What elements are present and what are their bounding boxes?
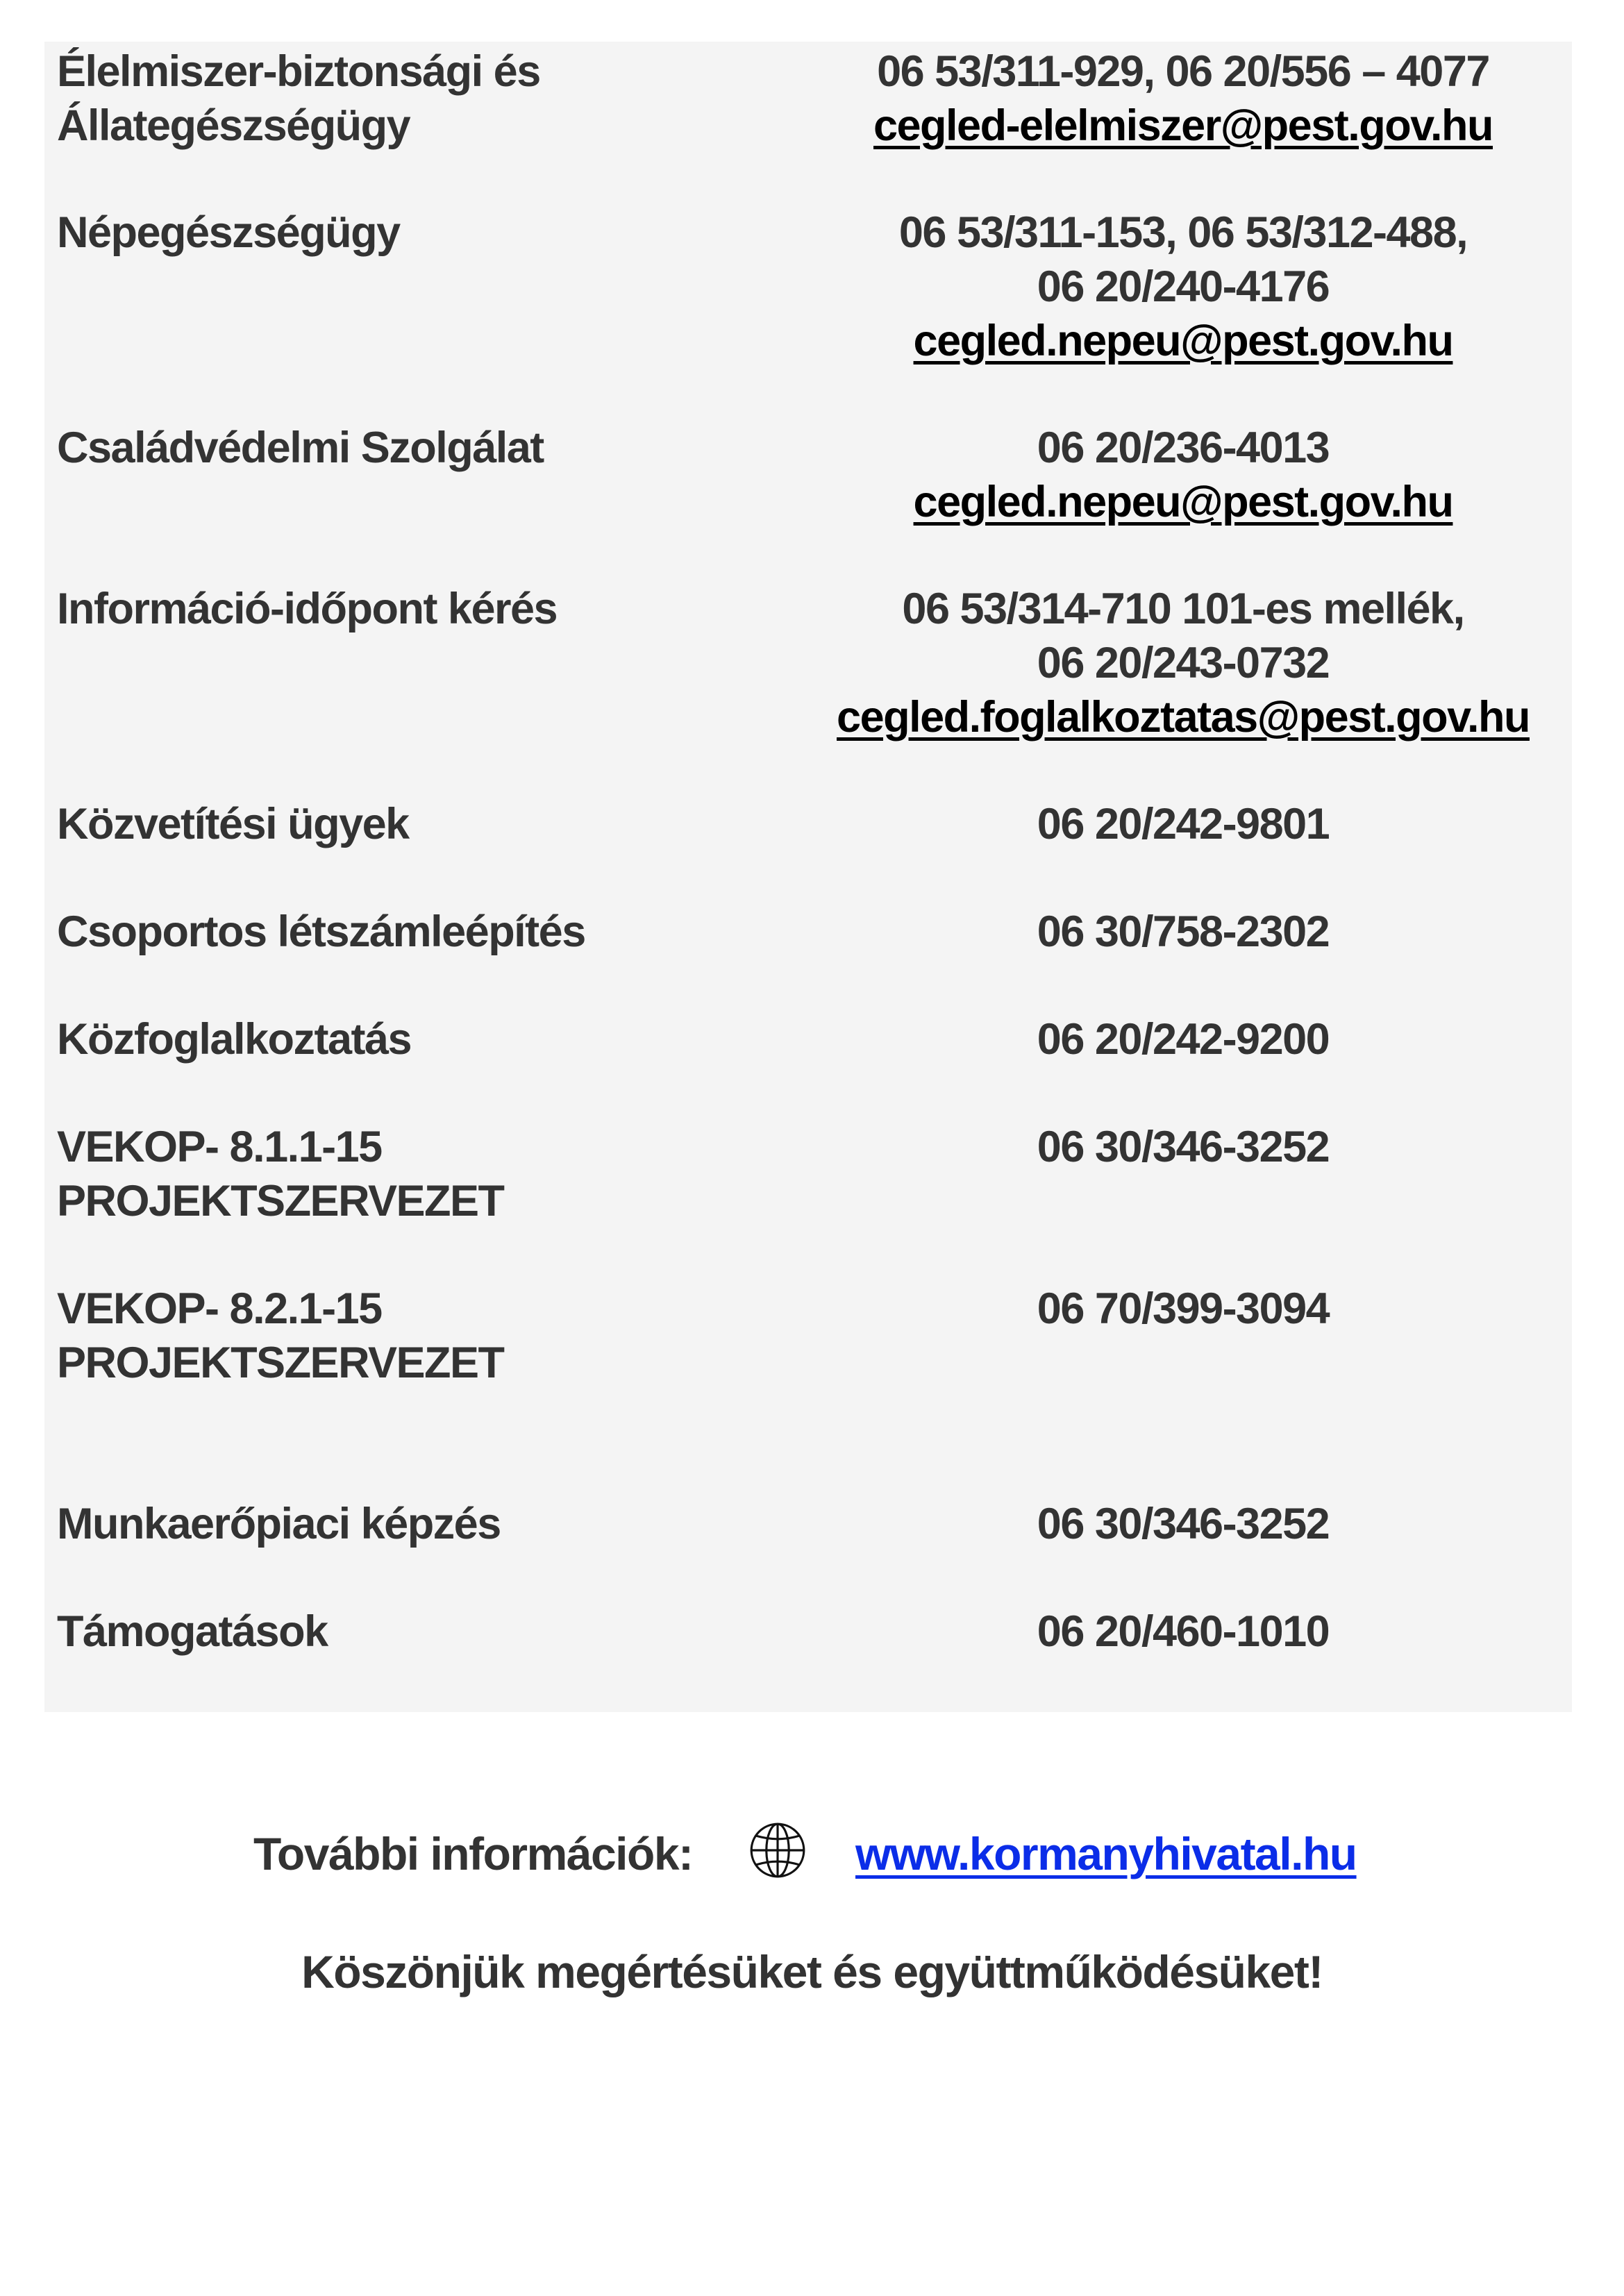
phone-number: 06 53/314-710 101-es mellék, <box>902 585 1464 633</box>
department-label-line: Élelmiszer-biztonsági és <box>57 47 540 96</box>
contact-info <box>801 206 1565 368</box>
department-label <box>57 421 786 475</box>
contact-info <box>801 905 1565 959</box>
phone-number: 06 70/399-3094 <box>1037 1284 1330 1333</box>
phone-number: 06 30/758-2302 <box>1037 907 1330 956</box>
department-label <box>57 797 786 851</box>
department-label-line: PROJEKTSZERVEZET <box>57 1177 504 1225</box>
email-link[interactable]: cegled.nepeu@pest.gov.hu <box>913 478 1453 526</box>
phone-number: 06 20/460-1010 <box>1037 1607 1330 1656</box>
contact-info <box>801 1282 1565 1336</box>
phone-number: 06 20/240-4176 <box>1037 262 1330 311</box>
contact-info <box>801 797 1565 851</box>
phone-number: 06 53/311-153, 06 53/312-488, <box>898 208 1468 257</box>
department-label <box>57 582 786 636</box>
phone-number: 06 30/346-3252 <box>1037 1500 1330 1548</box>
phone-number: 06 20/236-4013 <box>1037 424 1330 472</box>
department-label-line: Népegészségügy <box>57 208 400 257</box>
email-link[interactable]: cegled.foglalkoztatas@pest.gov.hu <box>837 693 1530 741</box>
department-label-line: Munkaerőpiaci képzés <box>57 1500 501 1548</box>
email-link[interactable]: cegled.nepeu@pest.gov.hu <box>913 317 1453 365</box>
contact-info <box>801 1012 1565 1066</box>
department-label-line: Állategészségügy <box>57 101 410 150</box>
contact-info <box>801 1604 1565 1659</box>
phone-number: 06 20/242-9200 <box>1037 1015 1330 1064</box>
department-label-line: PROJEKTSZERVEZET <box>57 1339 504 1387</box>
department-label-line: Családvédelmi Szolgálat <box>57 424 544 472</box>
phone-number: 06 53/311-929, 06 20/556 – 4077 <box>877 47 1489 96</box>
department-label <box>57 1604 786 1659</box>
department-label-line: Információ-időpont kérés <box>57 585 558 633</box>
contact-panel <box>44 42 1572 1712</box>
department-label-line: VEKOP- 8.2.1-15 <box>57 1284 382 1333</box>
department-label <box>57 1120 786 1228</box>
department-label-line: Csoportos létszámleépítés <box>57 907 585 956</box>
department-label-line: Közvetítési ügyek <box>57 800 409 848</box>
more-info-label: További információk: <box>253 1828 693 1879</box>
contact-info <box>801 1497 1565 1551</box>
department-label <box>57 206 786 260</box>
email-link[interactable]: cegled-elelmiszer@pest.gov.hu <box>873 101 1493 150</box>
department-label-line: Közfoglalkoztatás <box>57 1015 412 1064</box>
website-link[interactable]: www.kormanyhivatal.hu <box>855 1828 1357 1879</box>
contact-info <box>801 44 1565 153</box>
department-label <box>57 1012 786 1066</box>
department-label <box>57 44 786 153</box>
phone-number: 06 20/243-0732 <box>1037 639 1330 687</box>
contact-info <box>801 1120 1565 1174</box>
contact-info <box>801 582 1565 744</box>
phone-number: 06 30/346-3252 <box>1037 1123 1330 1171</box>
contact-info <box>801 421 1565 529</box>
globe-icon <box>746 1819 809 1882</box>
department-label-line: Támogatások <box>57 1607 328 1656</box>
department-label <box>57 905 786 959</box>
department-label-line: VEKOP- 8.1.1-15 <box>57 1123 382 1171</box>
phone-number: 06 20/242-9801 <box>1037 800 1330 848</box>
more-info-line <box>0 1812 1624 1895</box>
thank-you-message: Köszönjük megértésüket és együttműködésüket! <box>301 1946 1323 1997</box>
department-label <box>57 1497 786 1551</box>
department-label <box>57 1282 786 1390</box>
